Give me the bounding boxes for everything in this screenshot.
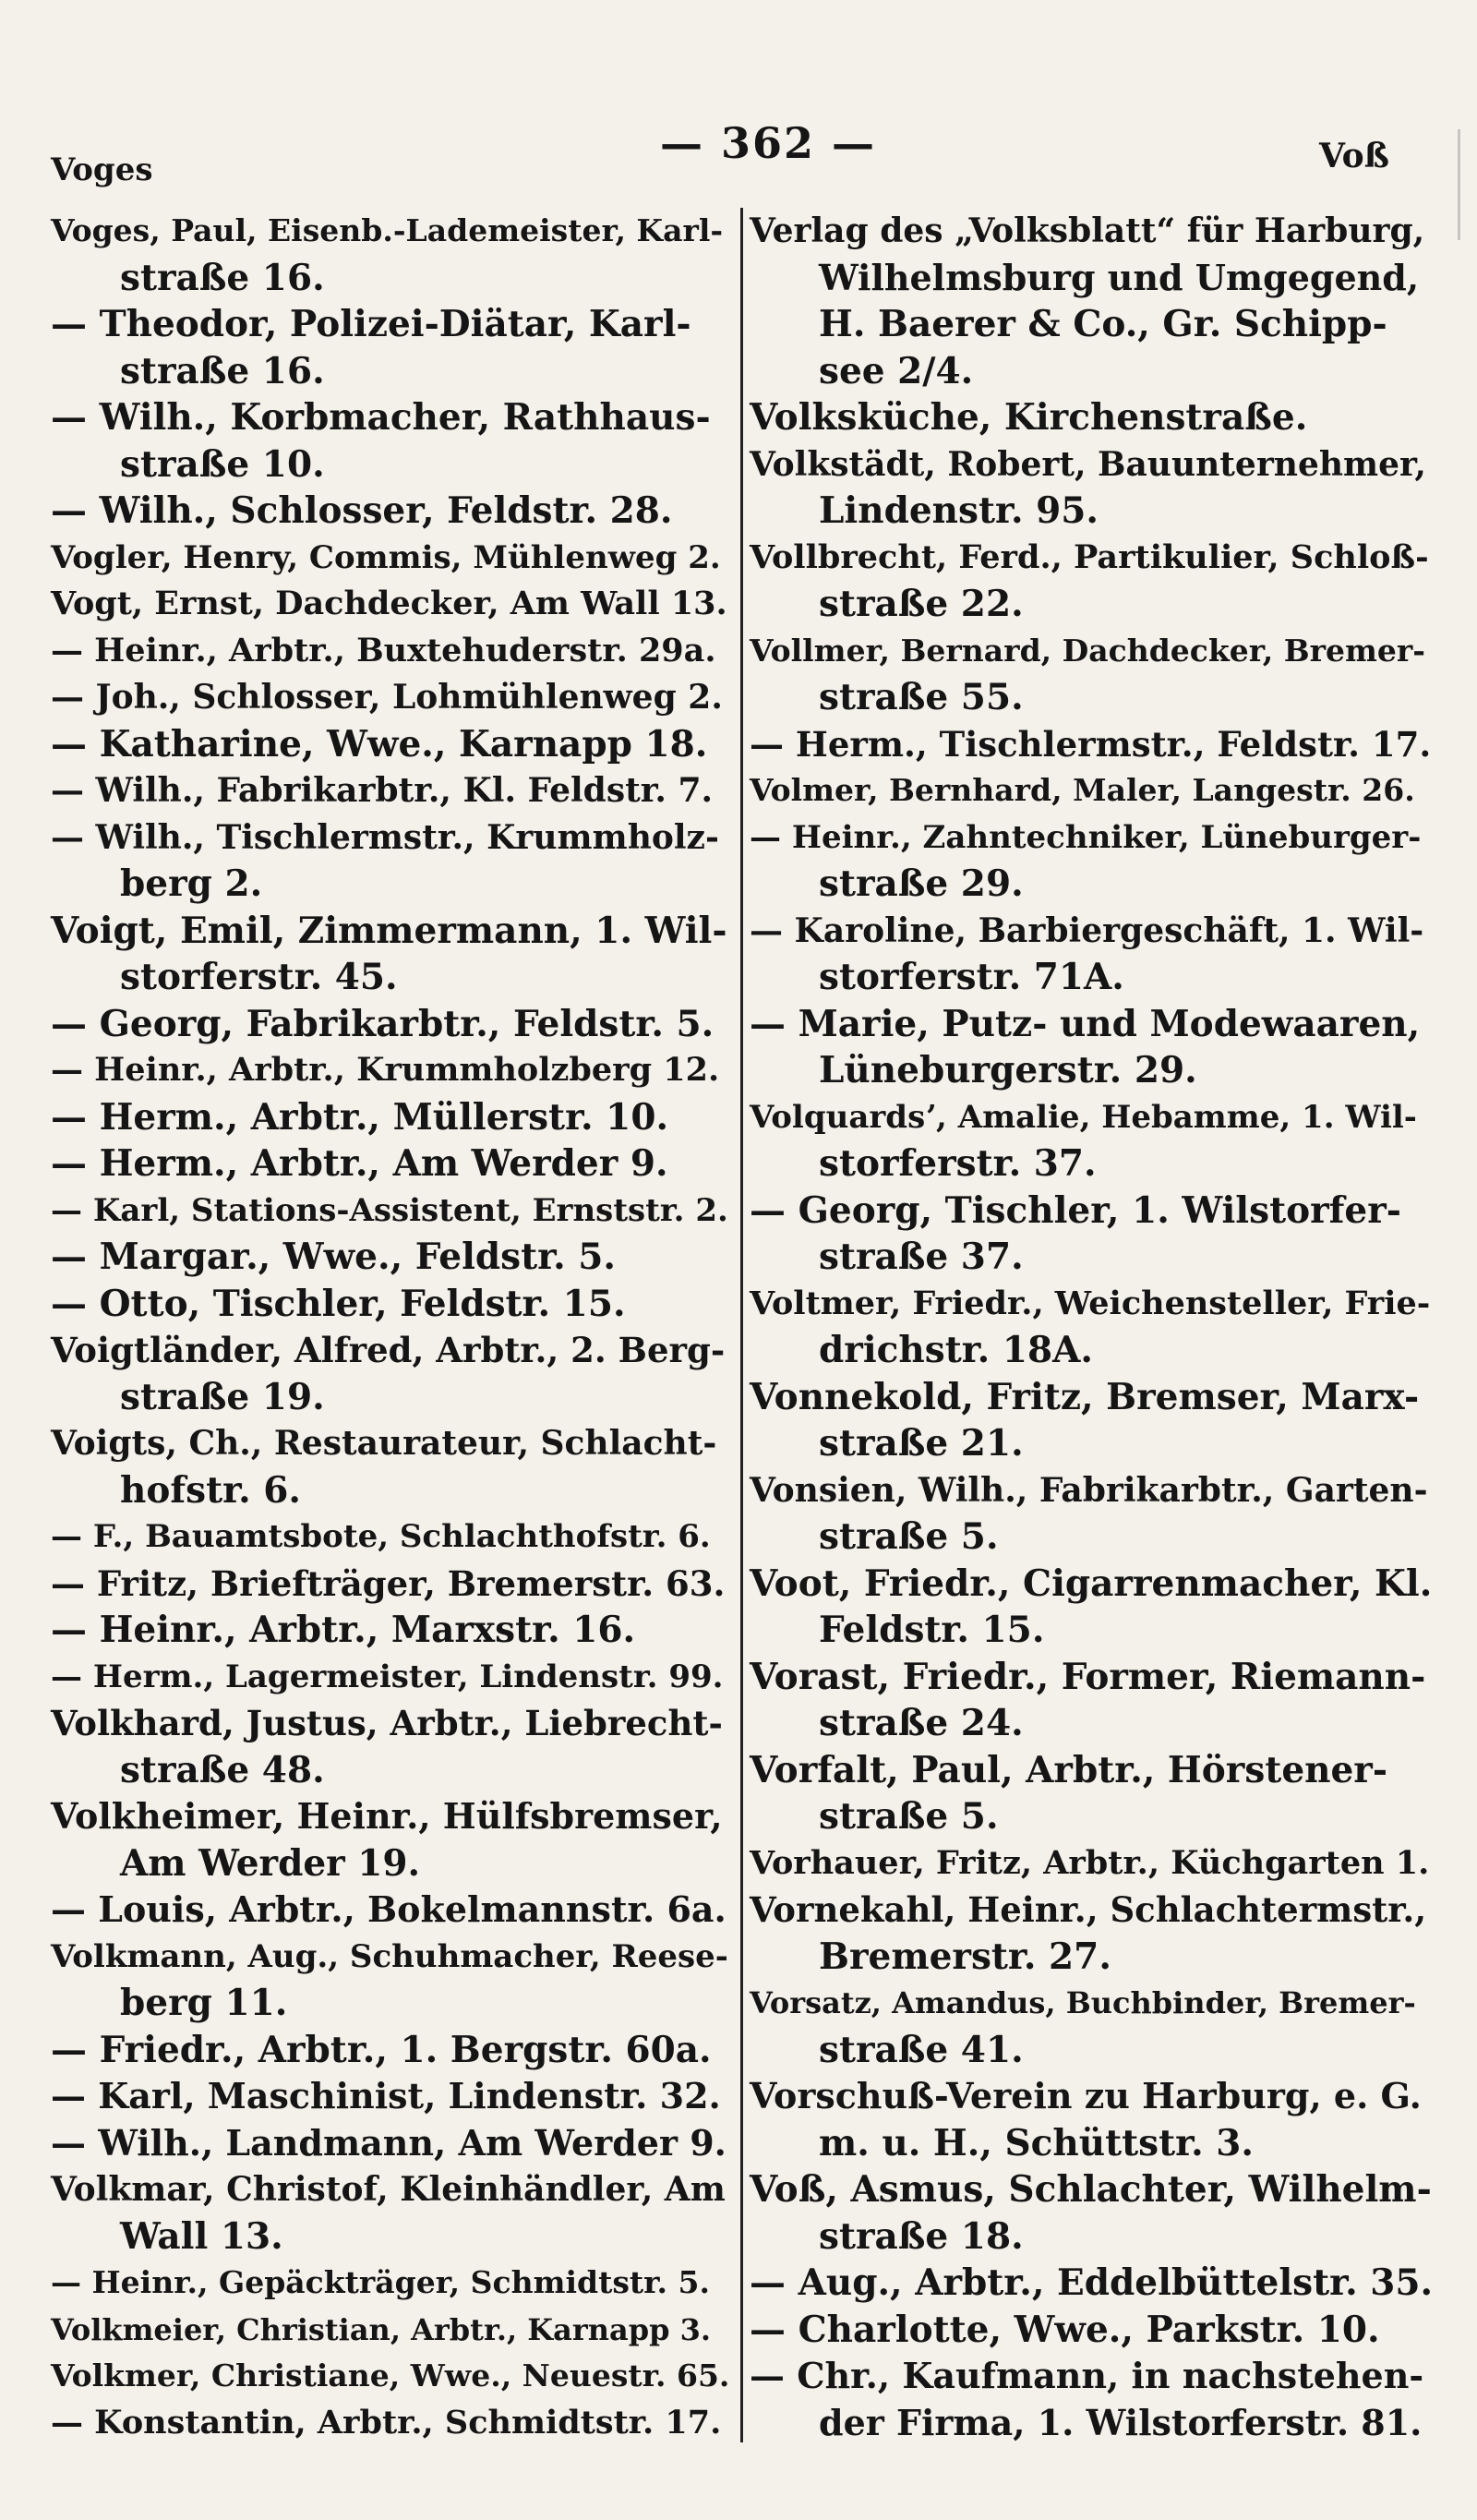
entry-continuation-line: Lüneburgerstr. 29. <box>819 1049 1197 1091</box>
page-edge-mark <box>1458 129 1477 240</box>
directory-entry <box>750 1887 1433 1980</box>
left-column <box>51 208 729 2446</box>
directory-entry <box>51 1654 729 1701</box>
entry-continuation-line: straße 41. <box>819 2028 1024 2071</box>
entry-line: Volquardsʼ, Amalie, Hebamme, 1. Wil- <box>750 1098 1417 1136</box>
directory-entry <box>51 2307 729 2354</box>
right-column <box>750 208 1433 2446</box>
entry-continuation-line: straße 5. <box>819 1795 999 1838</box>
directory-entry <box>750 2353 1433 2446</box>
entry-line: — Heinr., Arbtr., Buxtehuderstr. 29a. <box>51 631 716 669</box>
directory-entry <box>51 581 729 628</box>
directory-entry <box>51 2027 729 2074</box>
directory-entry <box>51 2166 729 2260</box>
entry-line: Voot, Friedr., Cigarrenmacher, Kl. <box>750 1561 1433 1605</box>
entry-continuation-line: Lindenstr. 95. <box>819 489 1099 532</box>
entry-line: Vorhauer, Fritz, Arbtr., Küchgarten 1. <box>750 1843 1430 1882</box>
entry-continuation-line: Feldstr. 15. <box>819 1609 1045 1651</box>
directory-entry <box>51 1887 729 1934</box>
directory-entry <box>750 2073 1433 2166</box>
directory-entry <box>51 535 729 582</box>
entry-line: — Wilh., Landmann, Am Werder 9. <box>51 2121 726 2164</box>
entry-line: — Charlotte, Wwe., Parkstr. 10. <box>750 2308 1380 2351</box>
header-right-keyword: Voß <box>1319 137 1389 175</box>
entry-continuation-line: storferstr. 71A. <box>819 956 1124 998</box>
entry-line: Vorfalt, Paul, Arbtr., Hörstener- <box>750 1748 1388 1791</box>
entry-continuation-line: straße 19. <box>120 1375 325 1418</box>
entry-line: — Aug., Arbtr., Eddelbüttelstr. 35. <box>750 2261 1434 2304</box>
entry-continuation-line: berg 2. <box>120 862 263 905</box>
directory-entry <box>51 1094 729 1141</box>
entry-line: Volkmar, Christof, Kleinhändler, Am <box>51 2170 726 2209</box>
directory-entry <box>51 814 729 908</box>
entry-line: Vorsatz, Amandus, Buchbinder, Bremer- <box>750 1985 1416 2020</box>
entry-line: — Theodor, Polizei-Diätar, Karl- <box>51 303 691 345</box>
directory-entry <box>51 1281 729 1328</box>
directory-entry <box>51 1793 729 1887</box>
directory-entry <box>51 628 729 675</box>
directory-entry <box>750 2307 1433 2354</box>
entry-line: Vonnekold, Fritz, Bremser, Marx- <box>750 1375 1420 1418</box>
entry-line: Vorschuß-Verein zu Harburg, e. G. <box>750 2075 1422 2116</box>
entry-continuation-line: straße 10. <box>120 442 325 486</box>
entry-continuation-line: H. Baerer & Co., Gr. Schipp- <box>819 303 1387 345</box>
entry-line: Volkmeier, Christian, Arbtr., Karnapp 3. <box>51 2311 711 2347</box>
directory-entry <box>750 441 1433 535</box>
entry-line: — Wilh., Schlosser, Feldstr. 28. <box>51 489 673 532</box>
entry-line: — Herm., Tischlermstr., Feldstr. 17. <box>750 723 1432 765</box>
entry-continuation-line: straße 5. <box>819 1515 999 1558</box>
entry-line: — Wilh., Fabrikarbtr., Kl. Feldstr. 7. <box>51 771 714 810</box>
entry-continuation-line: der Firma, 1. Wilstorferstr. 81. <box>819 2401 1423 2443</box>
page-number: — 362 — <box>660 118 877 168</box>
directory-entry <box>750 1747 1433 1840</box>
entry-line: — Karoline, Barbiergeschäft, 1. Wil- <box>750 910 1424 950</box>
entry-line: Vogler, Henry, Commis, Mühlenweg 2. <box>51 538 721 576</box>
entry-line: — Chr., Kaufmann, in nachstehen- <box>750 2355 1424 2396</box>
directory-entry <box>750 767 1433 814</box>
entry-line: Vogt, Ernst, Dachdecker, Am Wall 13. <box>51 585 727 622</box>
entry-line: — Fritz, Briefträger, Bremerstr. 63. <box>51 1562 726 1604</box>
entry-continuation-line: Bremerstr. 27. <box>819 1935 1111 1978</box>
entry-line: — Heinr., Arbtr., Marxstr. 16. <box>51 1609 636 1651</box>
entry-line: Volkheimer, Heinr., Hülfsbremser, <box>51 1795 723 1837</box>
directory-entry <box>750 208 1433 394</box>
directory-entry <box>750 721 1433 768</box>
directory-entry <box>750 908 1433 1001</box>
directory-entry <box>51 488 729 535</box>
directory-entry <box>750 1001 1433 1094</box>
directory-entry <box>51 1047 729 1094</box>
entry-line: Volmer, Bernhard, Maler, Langestr. 26. <box>750 772 1415 808</box>
directory-entry <box>51 301 729 394</box>
directory-entry <box>51 2353 729 2400</box>
directory-entry <box>750 1980 1433 2073</box>
directory-entry <box>51 1140 729 1188</box>
entry-continuation-line: straße 37. <box>819 1236 1024 1278</box>
entry-continuation-line: straße 22. <box>819 583 1024 625</box>
column-divider <box>740 208 743 2442</box>
directory-entry <box>750 814 1433 908</box>
entry-continuation-line: m. u. H., Schüttstr. 3. <box>819 2121 1254 2164</box>
entry-line: Verlag des „Volksblatt“ für Harburg, <box>750 211 1425 250</box>
directory-entry <box>750 1094 1433 1188</box>
directory-entry <box>51 721 729 768</box>
directory-entry <box>750 1840 1433 1887</box>
directory-entry <box>750 1467 1433 1561</box>
directory-entry <box>750 2260 1433 2307</box>
entry-line: Vollmer, Bernard, Dachdecker, Bremer- <box>750 632 1425 669</box>
entry-continuation-line: hofstr. 6. <box>120 1468 301 1512</box>
entry-continuation-line: see 2/4. <box>819 349 974 392</box>
entry-continuation-line: Wall 13. <box>120 2214 283 2258</box>
directory-entry <box>51 908 729 1001</box>
entry-line: Voigtländer, Alfred, Arbtr., 2. Berg- <box>51 1330 726 1370</box>
directory-entry <box>51 1700 729 1793</box>
entry-line: — Heinr., Zahntechniker, Lüneburger- <box>750 818 1422 856</box>
entry-continuation-line: straße 16. <box>120 349 325 392</box>
entry-line: Vonsien, Wilh., Fabrikarbtr., Garten- <box>750 1470 1428 1510</box>
entry-line: — Georg, Fabrikarbtr., Feldstr. 5. <box>51 1002 714 1045</box>
directory-entry <box>51 1234 729 1281</box>
entry-continuation-line: storferstr. 37. <box>819 1142 1097 1185</box>
directory-entry <box>51 1934 729 2027</box>
directory-entry <box>51 1188 729 1235</box>
directory-entry <box>51 2400 729 2447</box>
entry-line: — Heinr., Gepäckträger, Schmidtstr. 5. <box>51 2264 710 2300</box>
entry-continuation-line: drichstr. 18A. <box>819 1329 1093 1371</box>
directory-entry <box>51 2260 729 2307</box>
directory-entry <box>750 2166 1433 2260</box>
entry-continuation-line: straße 29. <box>819 862 1024 905</box>
entry-line: — Joh., Schlosser, Lohmühlenweg 2. <box>51 678 723 717</box>
entry-line: — Marie, Putz- und Modewaaren, <box>750 1002 1421 1045</box>
entry-line: Voltmer, Friedr., Weichensteller, Frie- <box>750 1284 1431 1322</box>
entry-line: Volkmann, Aug., Schuhmacher, Reese- <box>51 1937 728 1975</box>
directory-entry <box>750 535 1433 628</box>
entry-continuation-line: straße 21. <box>819 1422 1024 1465</box>
directory-entry <box>51 1513 729 1561</box>
entry-line: — Margar., Wwe., Feldstr. 5. <box>51 1236 616 1278</box>
directory-entry <box>51 394 729 488</box>
directory-entry <box>750 1374 1433 1467</box>
entry-continuation-line: storferstr. 45. <box>120 956 398 998</box>
entry-line: — Konstantin, Arbtr., Schmidtstr. 17. <box>51 2403 722 2442</box>
directory-entry <box>51 1327 729 1420</box>
entry-continuation-line: straße 18. <box>819 2214 1024 2258</box>
directory-entry <box>51 674 729 721</box>
directory-entry <box>51 1561 729 1608</box>
entry-line: Voigts, Ch., Restaurateur, Schlacht- <box>51 1424 717 1463</box>
entry-line: Voigt, Emil, Zimmermann, 1. Wil- <box>51 909 727 952</box>
entry-line: Vorast, Friedr., Former, Riemann- <box>750 1655 1426 1698</box>
entry-continuation-line: Wilhelmsburg und Umgegend, <box>819 256 1420 298</box>
entry-line: Volkstädt, Robert, Bauunternehmer, <box>750 444 1426 484</box>
entry-line: — Louis, Arbtr., Bokelmannstr. 6a. <box>51 1888 726 1930</box>
entry-line: — Otto, Tischler, Feldstr. 15. <box>51 1282 626 1325</box>
entry-line: — Herm., Arbtr., Am Werder 9. <box>51 1142 668 1185</box>
entry-line: — Katharine, Wwe., Karnapp 18. <box>51 722 708 766</box>
directory-entry <box>750 394 1433 441</box>
entry-line: — Friedr., Arbtr., 1. Bergstr. 60a. <box>51 2028 712 2071</box>
page-header <box>51 118 1389 188</box>
entry-line: — Heinr., Arbtr., Krummholzberg 12. <box>51 1051 720 1089</box>
entry-continuation-line: straße 48. <box>120 1748 325 1791</box>
entry-continuation-line: straße 16. <box>120 256 325 299</box>
directory-entry <box>51 2073 729 2120</box>
directory-entry <box>51 1607 729 1654</box>
directory-entry <box>51 1420 729 1513</box>
entry-line: Voges, Paul, Eisenb.-Lademeister, Karl- <box>51 212 724 248</box>
directory-entry <box>51 767 729 814</box>
directory-entry <box>750 1281 1433 1374</box>
directory-entry <box>51 2120 729 2167</box>
entry-line: — Karl, Stations-Assistent, Ernststr. 2. <box>51 1191 728 1229</box>
entry-line: Volksküche, Kirchenstraße. <box>750 396 1308 439</box>
entry-line: Volkmer, Christiane, Wwe., Neuestr. 65. <box>51 2357 730 2393</box>
directory-entry <box>51 208 729 301</box>
entry-line: — Wilh., Tischlermstr., Krummholz- <box>51 817 719 857</box>
entry-line: Volkhard, Justus, Arbtr., Liebrecht- <box>51 1703 723 1743</box>
directory-entry <box>750 1654 1433 1747</box>
entry-line: — Karl, Maschinist, Lindenstr. 32. <box>51 2075 721 2116</box>
directory-entry <box>750 1561 1433 1654</box>
entry-line: — Herm., Lagermeister, Lindenstr. 99. <box>51 1658 724 1695</box>
entry-line: Vollbrecht, Ferd., Partikulier, Schloß- <box>750 537 1429 576</box>
directory-entry <box>750 628 1433 721</box>
entry-continuation-line: straße 55. <box>819 676 1024 718</box>
header-left-keyword: Voges <box>51 151 153 188</box>
entry-line: — Wilh., Korbmacher, Rathhaus- <box>51 396 711 439</box>
entry-continuation-line: straße 24. <box>819 1702 1024 1744</box>
entry-line: — F., Bauamtsbote, Schlachthofstr. 6. <box>51 1518 711 1555</box>
directory-entry <box>51 1001 729 1048</box>
entry-continuation-line: Am Werder 19. <box>120 1841 421 1885</box>
entry-line: — Herm., Arbtr., Müllerstr. 10. <box>51 1095 669 1139</box>
entry-line: Vornekahl, Heinr., Schlachtermstr., <box>750 1889 1427 1930</box>
entry-continuation-line: berg 11. <box>120 1982 288 2024</box>
entry-line: — Georg, Tischler, 1. Wilstorfer- <box>750 1188 1401 1232</box>
entry-line: Voß, Asmus, Schlachter, Wilhelm- <box>750 2168 1432 2211</box>
directory-entry <box>750 1188 1433 1281</box>
